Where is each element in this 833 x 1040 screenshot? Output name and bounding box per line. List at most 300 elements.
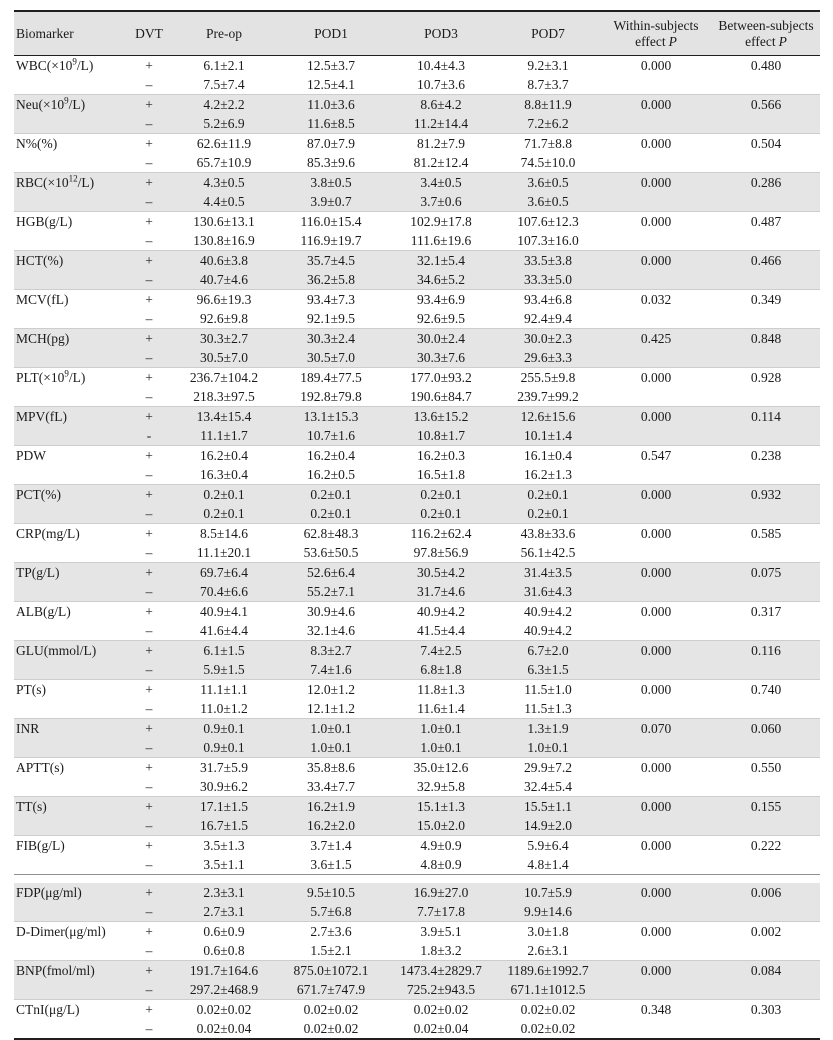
- dvt-sign-cell: +: [126, 999, 172, 1019]
- biomarker-name-cell: [14, 524, 126, 563]
- value-cell: 3.8±0.5: [276, 173, 386, 193]
- dvt-sign-cell: +: [126, 251, 172, 271]
- value-cell: 0.02±0.02: [520, 1020, 576, 1036]
- value-cell: 239.7±99.2: [517, 389, 579, 404]
- dvt-sign-cell: +: [126, 641, 172, 661]
- between-p-cell: 0.928: [712, 368, 820, 407]
- value-cell: 30.5±4.2: [386, 563, 496, 583]
- value-cell: 107.6±12.3: [496, 212, 600, 232]
- within-p-cell: 0.000: [600, 173, 712, 212]
- dvt-sign-cell: –: [145, 857, 153, 872]
- dvt-sign-cell: –: [126, 582, 172, 602]
- value-cell: 16.2±0.4: [276, 446, 386, 466]
- value-cell: 15.5±1.1: [496, 797, 600, 817]
- biomarker-name: GLU(mmol/L): [16, 643, 97, 658]
- biomarker-row-positive: [14, 960, 820, 980]
- dvt-sign-cell: –: [145, 942, 153, 958]
- value-cell: 1.0±0.1: [386, 738, 496, 758]
- value-cell: 65.7±10.9: [196, 155, 252, 170]
- within-p-cell: 0.000: [600, 251, 712, 290]
- value-cell: 17.1±1.5: [172, 797, 276, 817]
- value-cell: 34.6±5.2: [386, 270, 496, 290]
- value-cell: 1.0±0.1: [386, 719, 496, 739]
- value-cell: 7.5±7.4: [203, 77, 245, 92]
- within-p-cell: 0.000: [600, 485, 712, 524]
- dvt-sign-cell: –: [126, 270, 172, 290]
- value-cell: 7.4±1.6: [276, 660, 386, 680]
- biomarker-row-positive: [14, 368, 820, 388]
- between-p-cell: 0.466: [712, 251, 820, 290]
- dvt-sign-cell: –: [145, 77, 153, 92]
- biomarker-name: MCV(fL): [16, 292, 69, 307]
- value-cell: 0.6±0.9: [172, 921, 276, 941]
- value-cell: 192.8±79.8: [300, 389, 362, 404]
- value-cell: 0.02±0.04: [413, 1020, 469, 1036]
- value-cell: 35.7±4.5: [276, 251, 386, 271]
- value-cell: 11.6±1.4: [417, 701, 465, 716]
- value-cell: 3.6±1.5: [310, 857, 352, 872]
- between-p-cell: 0.286: [712, 173, 820, 212]
- within-p-symbol: P: [668, 34, 677, 49]
- between-p-cell: 0.550: [712, 758, 820, 797]
- value-cell: 16.2±2.0: [276, 816, 386, 836]
- value-cell: 30.0±2.4: [386, 329, 496, 349]
- value-cell: 0.02±0.02: [386, 999, 496, 1019]
- within-p-cell: 0.000: [600, 641, 712, 680]
- col-header-pod7: POD7: [496, 11, 600, 56]
- dvt-sign-cell: +: [126, 719, 172, 739]
- between-p-cell: 0.002: [712, 921, 820, 960]
- value-cell: 16.2±1.3: [524, 467, 572, 482]
- value-cell: 30.3±2.4: [276, 329, 386, 349]
- biomarker-name-cell: [14, 883, 126, 922]
- value-cell: 11.1±1.7: [172, 426, 276, 446]
- value-cell: 11.0±1.2: [200, 701, 248, 716]
- biomarker-superscript: 9: [64, 95, 69, 106]
- biomarker-name-cell: [14, 797, 126, 836]
- value-cell: 16.5±1.8: [417, 467, 465, 482]
- value-cell: 1.8±3.2: [420, 942, 462, 958]
- dvt-sign-cell: +: [126, 680, 172, 700]
- value-cell: 725.2±943.5: [386, 980, 496, 1000]
- value-cell: 9.9±14.6: [496, 902, 600, 922]
- biomarker-name-cell: [14, 485, 126, 524]
- biomarker-name: RBC(×10: [16, 175, 69, 190]
- value-cell: 55.2±7.1: [276, 582, 386, 602]
- value-cell: 13.6±15.2: [386, 407, 496, 427]
- dvt-sign-cell: +: [126, 921, 172, 941]
- between-header-line2: [712, 34, 820, 50]
- biomarker-unit-suffix: /L): [76, 58, 94, 73]
- value-cell: 875.0±1072.1: [276, 960, 386, 980]
- value-cell: 0.2±0.1: [386, 485, 496, 505]
- dvt-sign-cell: +: [126, 95, 172, 115]
- biomarker-row-positive: [14, 56, 820, 76]
- col-header-within-p: [600, 11, 712, 56]
- value-cell: 5.9±1.5: [172, 660, 276, 680]
- biomarker-row-positive: [14, 797, 820, 817]
- within-p-cell: 0.547: [600, 446, 712, 485]
- biomarker-name-cell: [14, 602, 126, 641]
- biomarker-row-positive: [14, 485, 820, 505]
- biomarker-name: HCT(%): [16, 253, 64, 268]
- between-header-line1: Between-subjects: [718, 18, 814, 33]
- value-cell: 0.02±0.04: [196, 1020, 252, 1036]
- value-cell: 33.3±5.0: [496, 270, 600, 290]
- biomarker-row-positive: [14, 602, 820, 622]
- value-cell: 8.8±11.9: [496, 95, 600, 115]
- biomarker-name: MCH(pg): [16, 331, 70, 346]
- biomarker-name-cell: [14, 960, 126, 999]
- dvt-sign-cell: +: [126, 290, 172, 310]
- biomarker-name: CTnI(μg/L): [16, 1001, 80, 1017]
- biomarker-name: BNP(fmol/ml): [16, 962, 95, 978]
- between-p-cell: 0.932: [712, 485, 820, 524]
- col-header-between-p: [712, 11, 820, 56]
- value-cell: 8.3±2.7: [276, 641, 386, 661]
- between-p-cell: 0.740: [712, 680, 820, 719]
- between-p-cell: 0.504: [712, 134, 820, 173]
- value-cell: 3.0±1.8: [496, 921, 600, 941]
- dvt-sign-cell: +: [126, 446, 172, 466]
- value-cell: 15.0±2.0: [386, 816, 496, 836]
- within-p-cell: 0.000: [600, 212, 712, 251]
- dvt-sign-cell: +: [126, 368, 172, 388]
- col-header-dvt: DVT: [126, 11, 172, 56]
- dvt-sign-cell: –: [145, 701, 153, 716]
- value-cell: 31.6±4.3: [496, 582, 600, 602]
- value-cell: 189.4±77.5: [276, 368, 386, 388]
- biomarker-table: [14, 10, 820, 1040]
- value-cell: 41.6±4.4: [200, 623, 248, 638]
- biomarker-name-cell: [14, 407, 126, 446]
- biomarker-row-positive: [14, 524, 820, 544]
- value-cell: 30.0±2.3: [496, 329, 600, 349]
- between-p-cell: 0.585: [712, 524, 820, 563]
- value-cell: 33.5±3.8: [496, 251, 600, 271]
- value-cell: 0.9±0.1: [172, 738, 276, 758]
- value-cell: 3.5±1.3: [172, 836, 276, 856]
- value-cell: 4.8±1.4: [527, 857, 569, 872]
- value-cell: 130.8±16.9: [193, 233, 255, 248]
- dvt-sign-cell: –: [145, 1020, 153, 1036]
- value-cell: 0.2±0.1: [276, 485, 386, 505]
- value-cell: 32.1±5.4: [386, 251, 496, 271]
- value-cell: 12.6±15.6: [496, 407, 600, 427]
- value-cell: 32.1±4.6: [307, 623, 355, 638]
- col-header-biomarker: Biomarker: [14, 11, 126, 56]
- between-p-cell: 0.303: [712, 999, 820, 1039]
- within-header-line1: Within-subjects: [613, 18, 699, 33]
- value-cell: 2.6±3.1: [527, 942, 569, 958]
- between-p-cell: 0.487: [712, 212, 820, 251]
- value-cell: 53.6±50.5: [303, 545, 359, 560]
- value-cell: 3.6±0.5: [496, 192, 600, 212]
- dvt-sign-cell: –: [126, 816, 172, 836]
- biomarker-name: ALB(g/L): [16, 604, 71, 619]
- value-cell: 8.5±14.6: [172, 524, 276, 544]
- value-cell: 6.8±1.8: [386, 660, 496, 680]
- biomarker-unit-suffix: /L): [77, 175, 95, 190]
- value-cell: 1.3±1.9: [496, 719, 600, 739]
- value-cell: 9.2±3.1: [527, 58, 569, 73]
- value-cell: 6.1±1.5: [172, 641, 276, 661]
- section-separator: [14, 875, 820, 883]
- dvt-sign-cell: +: [145, 58, 153, 73]
- biomarker-name: PCT(%): [16, 487, 61, 502]
- biomarker-row-positive: [14, 563, 820, 583]
- value-cell: 0.02±0.02: [276, 999, 386, 1019]
- dvt-sign-cell: –: [126, 504, 172, 524]
- biomarker-row-positive: [14, 921, 820, 941]
- value-cell: 93.4±7.3: [276, 290, 386, 310]
- value-cell: 5.9±6.4: [496, 836, 600, 856]
- value-cell: 40.9±4.2: [496, 602, 600, 622]
- dvt-sign-cell: +: [126, 758, 172, 778]
- within-p-cell: 0.348: [600, 999, 712, 1039]
- within-p-cell: 0.000: [600, 134, 712, 173]
- between-p-cell: 0.317: [712, 602, 820, 641]
- value-cell: 10.4±4.3: [417, 58, 465, 73]
- value-cell: 6.3±1.5: [496, 660, 600, 680]
- value-cell: 10.7±1.6: [276, 426, 386, 446]
- value-cell: 40.9±4.1: [172, 602, 276, 622]
- value-cell: 92.6±9.5: [417, 311, 465, 326]
- value-cell: 31.4±3.5: [496, 563, 600, 583]
- value-cell: 0.2±0.1: [172, 485, 276, 505]
- dvt-sign-cell: –: [126, 738, 172, 758]
- value-cell: 40.9±4.2: [524, 623, 572, 638]
- value-cell: 3.5±1.1: [203, 857, 245, 872]
- value-cell: 10.8±1.7: [386, 426, 496, 446]
- within-p-cell: 0.000: [600, 836, 712, 875]
- value-cell: 7.7±17.8: [386, 902, 496, 922]
- dvt-sign-cell: –: [145, 467, 153, 482]
- value-cell: 7.2±6.2: [496, 114, 600, 134]
- biomarker-name-cell: [14, 56, 126, 95]
- biomarker-name: FDP(μg/ml): [16, 884, 82, 900]
- value-cell: 3.6±0.5: [496, 173, 600, 193]
- within-p-cell: 0.070: [600, 719, 712, 758]
- value-cell: 93.4±6.9: [386, 290, 496, 310]
- within-p-cell: 0.000: [600, 563, 712, 602]
- value-cell: 255.5±9.8: [496, 368, 600, 388]
- biomarker-name-cell: [14, 719, 126, 758]
- dvt-sign-cell: +: [126, 883, 172, 902]
- dvt-sign-cell: –: [126, 980, 172, 1000]
- within-p-cell: 0.425: [600, 329, 712, 368]
- value-cell: 3.9±5.1: [386, 921, 496, 941]
- between-p-cell: 0.075: [712, 563, 820, 602]
- value-cell: 16.1±0.4: [496, 446, 600, 466]
- col-header-preop: Pre-op: [172, 11, 276, 56]
- biomarker-name-cell: [14, 921, 126, 960]
- value-cell: 14.9±2.0: [496, 816, 600, 836]
- table-body: [14, 56, 820, 1039]
- value-cell: 36.2±5.8: [276, 270, 386, 290]
- value-cell: 1473.4±2829.7: [386, 960, 496, 980]
- dvt-sign-cell: -: [126, 426, 172, 446]
- dvt-sign-cell: +: [126, 212, 172, 232]
- value-cell: 4.4±0.5: [172, 192, 276, 212]
- biomarker-row-positive: [14, 134, 820, 154]
- biomarker-name: PLT(×10: [16, 370, 65, 385]
- value-cell: 12.1±1.2: [307, 701, 355, 716]
- value-cell: 35.0±12.6: [386, 758, 496, 778]
- biomarker-row-positive: [14, 680, 820, 700]
- dvt-sign-cell: +: [126, 836, 172, 856]
- value-cell: 190.6±84.7: [410, 389, 472, 404]
- between-p-cell: 0.848: [712, 329, 820, 368]
- dvt-sign-cell: –: [145, 311, 153, 326]
- value-cell: 0.2±0.1: [276, 504, 386, 524]
- within-p-cell: 0.000: [600, 960, 712, 999]
- dvt-sign-cell: +: [126, 524, 172, 544]
- value-cell: 52.6±6.4: [276, 563, 386, 583]
- value-cell: 97.8±56.9: [413, 545, 469, 560]
- dvt-sign-cell: –: [145, 545, 153, 560]
- value-cell: 35.8±8.6: [276, 758, 386, 778]
- value-cell: 11.0±3.6: [276, 95, 386, 115]
- biomarker-row-positive: [14, 290, 820, 310]
- biomarker-name-cell: [14, 758, 126, 797]
- biomarker-name-cell: [14, 680, 126, 719]
- value-cell: 16.2±0.3: [386, 446, 496, 466]
- value-cell: 16.2±0.5: [307, 467, 355, 482]
- value-cell: 3.7±1.4: [276, 836, 386, 856]
- table-header: [14, 11, 820, 56]
- value-cell: 8.6±4.2: [386, 95, 496, 115]
- value-cell: 4.8±0.9: [420, 857, 462, 872]
- between-p-cell: 0.222: [712, 836, 820, 875]
- value-cell: 87.0±7.9: [276, 134, 386, 154]
- value-cell: 43.8±33.6: [496, 524, 600, 544]
- value-cell: 0.9±0.1: [172, 719, 276, 739]
- biomarker-row-positive: [14, 719, 820, 739]
- dvt-sign-cell: –: [126, 114, 172, 134]
- value-cell: 107.3±16.0: [517, 233, 579, 248]
- biomarker-name-cell: [14, 999, 126, 1039]
- value-cell: 32.4±5.4: [524, 779, 572, 794]
- value-cell: 10.7±3.6: [417, 77, 465, 92]
- value-cell: 29.9±7.2: [496, 758, 600, 778]
- within-p-cell: 0.000: [600, 602, 712, 641]
- between-p-cell: 0.155: [712, 797, 820, 836]
- dvt-sign-cell: –: [126, 348, 172, 368]
- value-cell: 92.1±9.5: [307, 311, 355, 326]
- value-cell: 16.2±1.9: [276, 797, 386, 817]
- between-p-symbol: P: [778, 34, 787, 49]
- value-cell: 4.9±0.9: [386, 836, 496, 856]
- value-cell: 11.5±1.0: [496, 680, 600, 700]
- biomarker-row-positive: [14, 758, 820, 778]
- biomarker-name-cell: [14, 368, 126, 407]
- value-cell: 0.6±0.8: [203, 942, 245, 958]
- value-cell: 31.7±4.6: [386, 582, 496, 602]
- biomarker-name: D-Dimer(μg/ml): [16, 923, 106, 939]
- biomarker-name: PT(s): [16, 682, 46, 697]
- biomarker-name-cell: [14, 290, 126, 329]
- biomarker-superscript: 9: [72, 56, 77, 67]
- dvt-sign-cell: +: [126, 134, 172, 154]
- within-p-cell: 0.000: [600, 95, 712, 134]
- value-cell: 671.1±1012.5: [496, 980, 600, 1000]
- dvt-sign-cell: –: [126, 192, 172, 212]
- value-cell: 16.3±0.4: [200, 467, 248, 482]
- value-cell: 191.7±164.6: [172, 960, 276, 980]
- value-cell: 85.3±9.6: [307, 155, 355, 170]
- value-cell: 62.8±48.3: [276, 524, 386, 544]
- biomarker-name-cell: [14, 641, 126, 680]
- within-header-line2: [600, 34, 712, 50]
- value-cell: 11.2±14.4: [386, 114, 496, 134]
- biomarker-row-positive: [14, 836, 820, 856]
- dvt-sign-cell: –: [126, 660, 172, 680]
- dvt-sign-cell: –: [145, 389, 153, 404]
- value-cell: 16.2±0.4: [172, 446, 276, 466]
- value-cell: 30.5±7.0: [276, 348, 386, 368]
- value-cell: 102.9±17.8: [386, 212, 496, 232]
- between-p-cell: 0.238: [712, 446, 820, 485]
- value-cell: 1.0±0.1: [496, 738, 600, 758]
- biomarker-superscript: 9: [64, 368, 69, 379]
- value-cell: 12.0±1.2: [276, 680, 386, 700]
- dvt-sign-cell: +: [126, 602, 172, 622]
- value-cell: 74.5±10.0: [520, 155, 576, 170]
- value-cell: 0.02±0.02: [172, 999, 276, 1019]
- biomarker-row-positive: [14, 641, 820, 661]
- within-p-cell: 0.000: [600, 758, 712, 797]
- value-cell: 15.1±1.3: [386, 797, 496, 817]
- value-cell: 13.4±15.4: [172, 407, 276, 427]
- value-cell: 33.4±7.7: [307, 779, 355, 794]
- biomarker-row-positive: [14, 407, 820, 427]
- value-cell: 9.5±10.5: [276, 883, 386, 902]
- value-cell: 3.7±0.6: [386, 192, 496, 212]
- between-p-cell: 0.084: [712, 960, 820, 999]
- biomarker-name: INR: [16, 721, 40, 736]
- value-cell: 177.0±93.2: [386, 368, 496, 388]
- value-cell: 10.1±1.4: [496, 426, 600, 446]
- within-p-cell: 0.000: [600, 680, 712, 719]
- biomarker-superscript: 12: [68, 173, 78, 184]
- value-cell: 0.2±0.1: [496, 504, 600, 524]
- dvt-sign-cell: +: [126, 960, 172, 980]
- value-cell: 12.5±3.7: [307, 58, 355, 73]
- between-p-cell: 0.006: [712, 883, 820, 922]
- biomarker-name-cell: [14, 329, 126, 368]
- section-separator-cell: [14, 875, 820, 883]
- value-cell: 40.6±3.8: [172, 251, 276, 271]
- value-cell: 40.7±4.6: [172, 270, 276, 290]
- value-cell: 29.6±3.3: [496, 348, 600, 368]
- value-cell: 4.3±0.5: [172, 173, 276, 193]
- value-cell: 16.7±1.5: [172, 816, 276, 836]
- value-cell: 1189.6±1992.7: [496, 960, 600, 980]
- biomarker-name: PDW: [16, 448, 46, 463]
- value-cell: 30.9±4.6: [276, 602, 386, 622]
- biomarker-unit-suffix: /L): [68, 370, 86, 385]
- value-cell: 92.6±9.8: [200, 311, 248, 326]
- biomarker-name: TP(g/L): [16, 565, 60, 580]
- value-cell: 81.2±12.4: [413, 155, 469, 170]
- value-cell: 4.2±2.2: [172, 95, 276, 115]
- value-cell: 671.7±747.9: [276, 980, 386, 1000]
- between-p-cell: 0.566: [712, 95, 820, 134]
- between-effect-label: effect: [745, 34, 776, 49]
- value-cell: 30.9±6.2: [200, 779, 248, 794]
- biomarker-row-positive: [14, 251, 820, 271]
